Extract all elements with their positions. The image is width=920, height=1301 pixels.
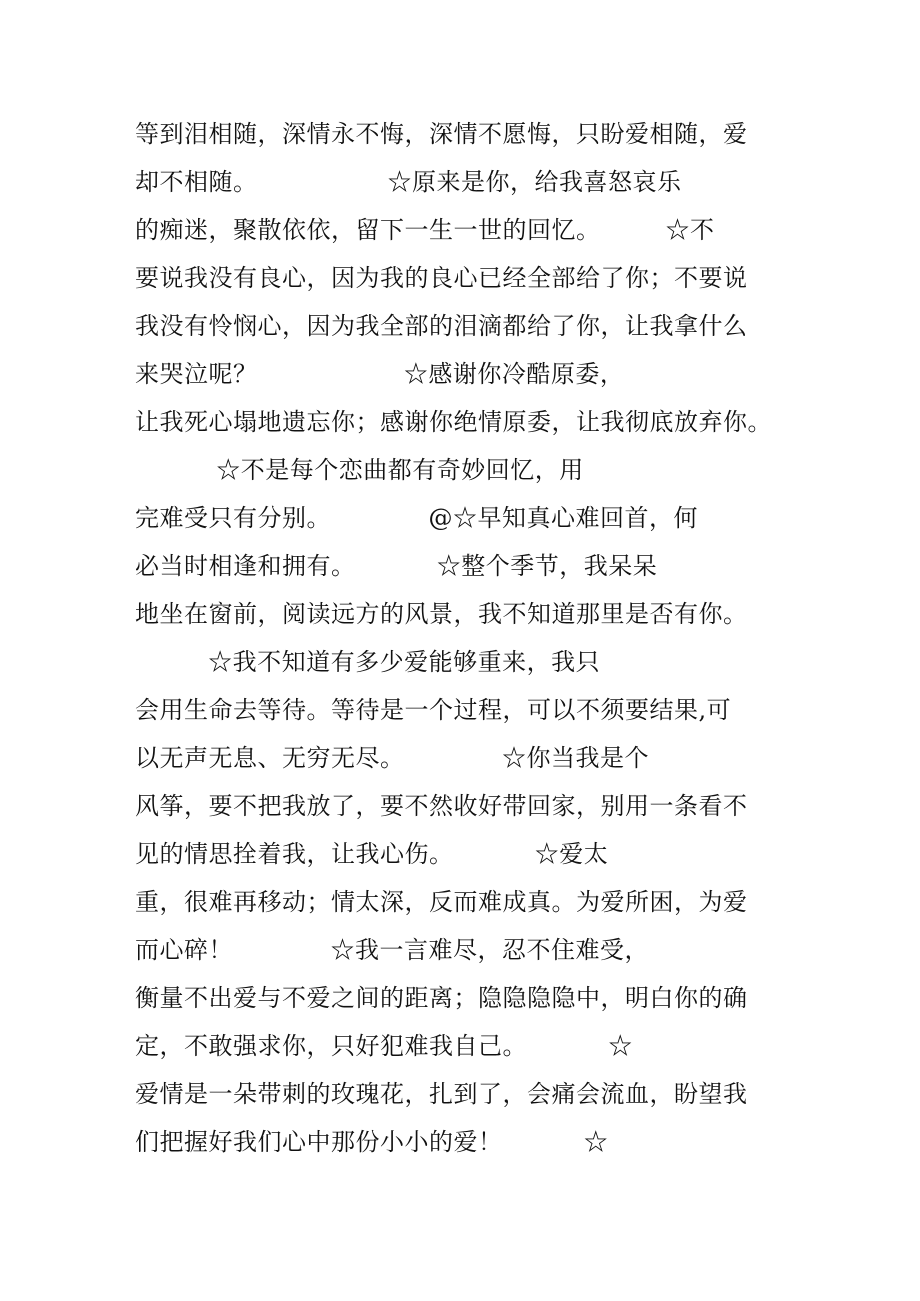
text-line: 衡量不出爱与不爱之间的距离；隐隐隐隐中，明白你的确 <box>135 984 748 1012</box>
text-line: ☆不是每个恋曲都有奇妙回忆，用 <box>135 456 584 484</box>
text-line: 以无声无息、无穷无尽。 ☆你当我是个 <box>135 744 650 772</box>
text-line: 让我死心塌地遗忘你；感谢你绝情原委，让我彻底放弃你。 <box>135 408 772 436</box>
text-line: 却不相随。 ☆原来是你，给我喜怒哀乐 <box>135 168 682 196</box>
text-line: 的痴迷，聚散依依，留下一生一世的回忆。 ☆不 <box>135 216 715 244</box>
text-line: 爱情是一朵带刺的玫瑰花，扎到了，会痛会流血，盼望我 <box>135 1080 748 1108</box>
text-line: 重，很难再移动；情太深，反而难成真。为爱所困，为爱 <box>135 888 748 916</box>
text-line: 来哭泣呢？ ☆感谢你冷酷原委， <box>135 360 625 388</box>
text-line: ☆我不知道有多少爱能够重来，我只 <box>135 648 601 676</box>
text-line: 地坐在窗前，阅读远方的风景，我不知道那里是否有你。 <box>135 600 748 628</box>
text-line: 要说我没有良心，因为我的良心已经全部给了你；不要说 <box>135 264 748 292</box>
text-line: 们把握好我们心中那份小小的爱！ ☆ <box>135 1128 609 1156</box>
text-line: 等到泪相随，深情永不悔，深情不愿悔，只盼爱相随，爱 <box>135 120 748 148</box>
text-line: 见的情思拴着我，让我心伤。 ☆爱太 <box>135 840 609 868</box>
text-line: 会用生命去等待。等待是一个过程，可以不须要结果,可 <box>135 696 732 724</box>
text-line: 必当时相逢和拥有。 ☆整个季节，我呆呆 <box>135 552 658 580</box>
text-line: 定，不敢强求你，只好犯难我自己。 ☆ <box>135 1032 633 1060</box>
text-line: 完难受只有分别。 @☆早知真心难回首，何 <box>135 504 699 532</box>
text-line: 风筝，要不把我放了，要不然收好带回家，别用一条看不 <box>135 792 748 820</box>
text-line: 我没有怜悯心，因为我全部的泪滴都给了你，让我拿什么 <box>135 312 748 340</box>
text-line: 而心碎！ ☆我一言难尽，忍不住难受， <box>135 936 650 964</box>
